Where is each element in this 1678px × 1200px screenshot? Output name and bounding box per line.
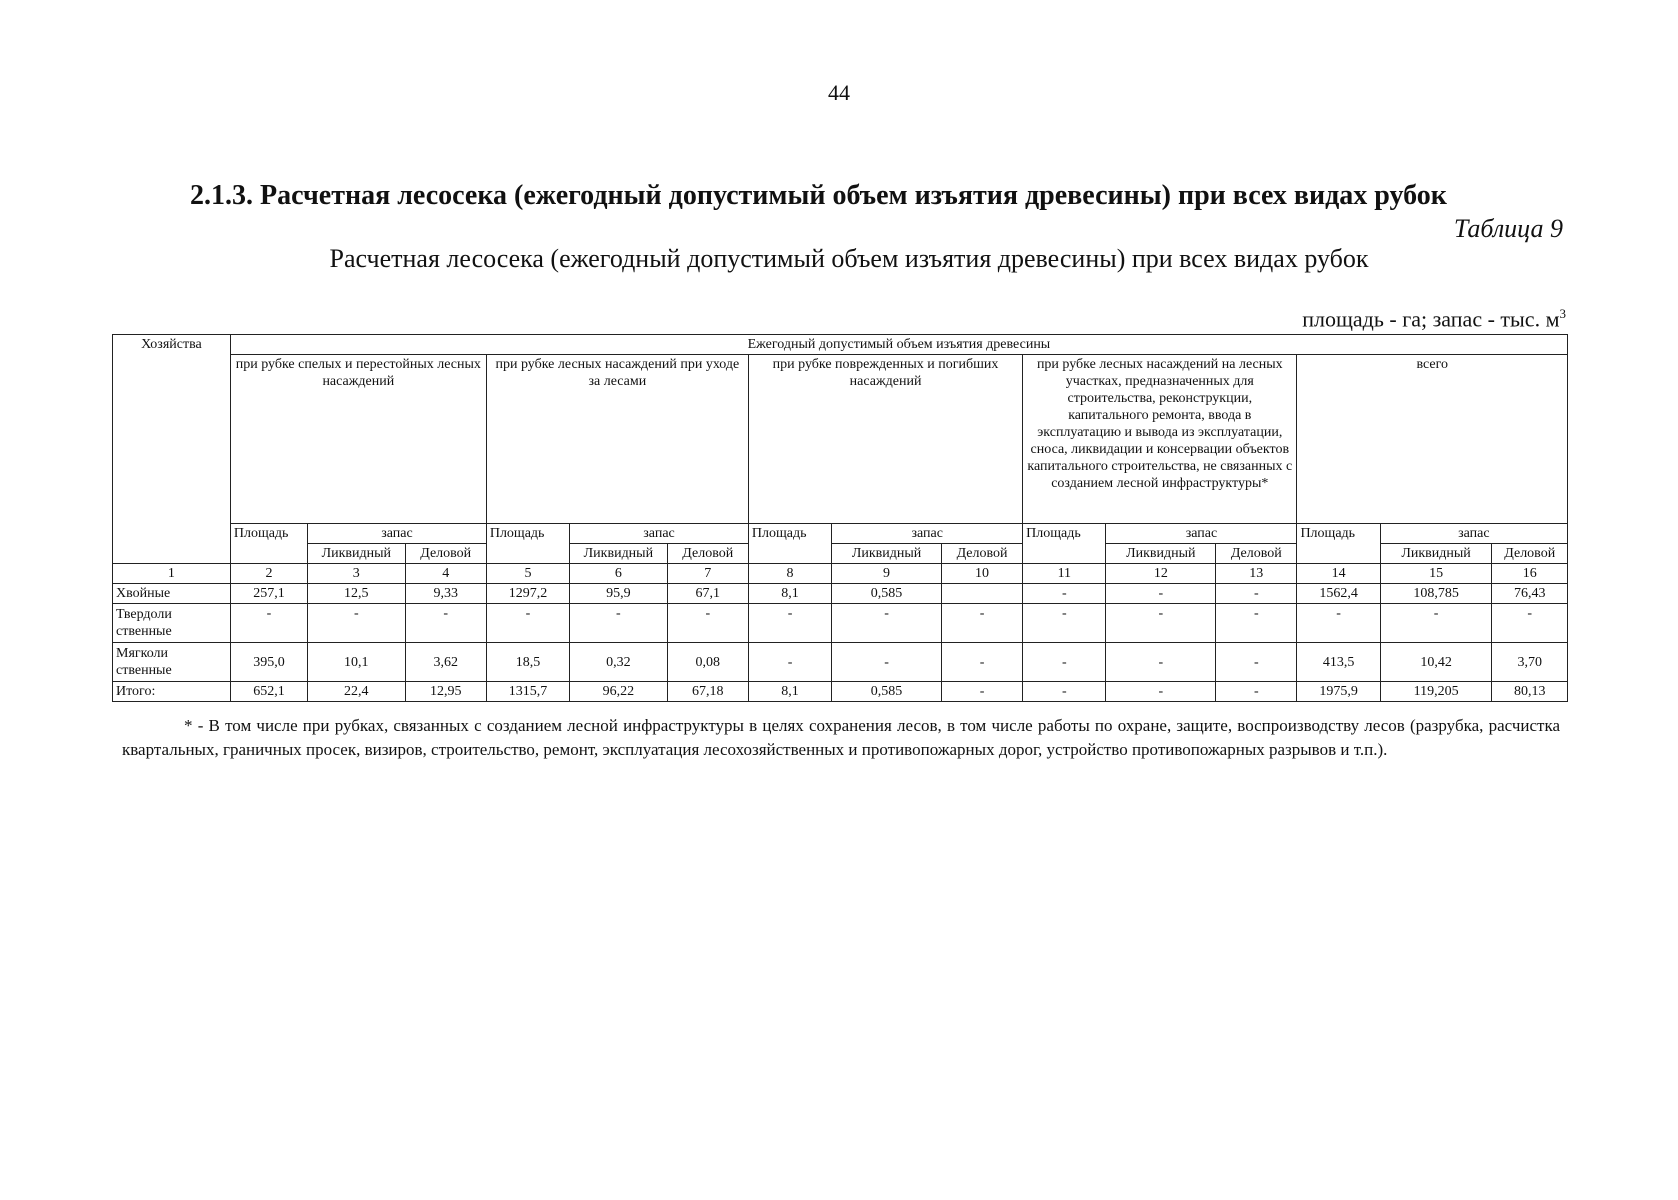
table-header-row bbox=[113, 335, 1568, 355]
table-cell: 95,9 bbox=[570, 584, 668, 604]
table-cell: - bbox=[1216, 682, 1297, 702]
table-row bbox=[113, 643, 1568, 682]
column-number: 2 bbox=[230, 564, 307, 584]
column-number: 4 bbox=[405, 564, 486, 584]
area-header: Площадь bbox=[748, 524, 831, 564]
table-cell: 395,0 bbox=[230, 643, 307, 682]
table-header-row bbox=[113, 355, 1568, 524]
column-number-row bbox=[113, 564, 1568, 584]
column-number: 6 bbox=[570, 564, 668, 584]
units-note bbox=[1302, 306, 1566, 332]
column-number: 9 bbox=[832, 564, 942, 584]
table-cell: 10,1 bbox=[308, 643, 406, 682]
table-cell: - bbox=[1106, 643, 1216, 682]
page-number: 44 bbox=[828, 80, 850, 105]
group-header-damaged: при рубке поврежденных и погибших насаждений bbox=[748, 355, 1022, 524]
table-cell: - bbox=[1023, 682, 1106, 702]
table-cell: - bbox=[1023, 584, 1106, 604]
liquid-header: Ликвидный bbox=[1106, 544, 1216, 564]
table-cell: 9,33 bbox=[405, 584, 486, 604]
table-cell: - bbox=[1023, 643, 1106, 682]
table-cell: - bbox=[1106, 682, 1216, 702]
table-cell: 652,1 bbox=[230, 682, 307, 702]
group-header-thinning: при рубке лесных насаждений при уходе за лесами bbox=[486, 355, 748, 524]
main-header: Ежегодный допустимый объем изъятия древесины bbox=[230, 335, 1567, 355]
table-row bbox=[113, 604, 1568, 643]
stock-header: запас bbox=[570, 524, 749, 544]
table-cell: - bbox=[832, 643, 942, 682]
row-name: Мягколи ственные bbox=[113, 643, 231, 682]
table-cell: - bbox=[570, 604, 668, 643]
column-number: 13 bbox=[1216, 564, 1297, 584]
business-header: Деловой bbox=[1492, 544, 1568, 564]
group-header-total: всего bbox=[1297, 355, 1568, 524]
table-cell: - bbox=[941, 682, 1022, 702]
column-number: 14 bbox=[1297, 564, 1380, 584]
table-cell bbox=[941, 584, 1022, 604]
column-number: 8 bbox=[748, 564, 831, 584]
area-header: Площадь bbox=[230, 524, 307, 564]
table-cell: 22,4 bbox=[308, 682, 406, 702]
table-header-row bbox=[113, 524, 1568, 544]
column-number: 10 bbox=[941, 564, 1022, 584]
table-cell: - bbox=[1106, 604, 1216, 643]
table-cell: 12,95 bbox=[405, 682, 486, 702]
column-number: 12 bbox=[1106, 564, 1216, 584]
table-row-total bbox=[113, 682, 1568, 702]
table-cell: 8,1 bbox=[748, 584, 831, 604]
table-cell: 12,5 bbox=[308, 584, 406, 604]
table-cell: - bbox=[832, 604, 942, 643]
table-cell: - bbox=[1023, 604, 1106, 643]
table-cell: 76,43 bbox=[1492, 584, 1568, 604]
table-cell: - bbox=[1297, 604, 1380, 643]
liquid-header: Ликвидный bbox=[570, 544, 668, 564]
table-cell: - bbox=[1106, 584, 1216, 604]
table-cell: - bbox=[748, 643, 831, 682]
units-text: площадь - га; запас - тыс. м bbox=[1302, 306, 1560, 332]
stock-header: запас bbox=[1380, 524, 1567, 544]
table-cell: - bbox=[667, 604, 748, 643]
stock-header: запас bbox=[1106, 524, 1297, 544]
column-number: 5 bbox=[486, 564, 569, 584]
stock-header: запас bbox=[832, 524, 1023, 544]
table-cell: 1975,9 bbox=[1297, 682, 1380, 702]
table-cell: - bbox=[941, 604, 1022, 643]
table-cell: 1297,2 bbox=[486, 584, 569, 604]
row-name: Итого: bbox=[113, 682, 231, 702]
table-caption: Расчетная лесосека (ежегодный допустимый объем изъятия древесины) при всех видах рубок bbox=[329, 244, 1369, 273]
table-cell: 18,5 bbox=[486, 643, 569, 682]
area-header: Площадь bbox=[486, 524, 569, 564]
farms-header: Хозяйства bbox=[113, 335, 231, 564]
row-name: Твердоли ственные bbox=[113, 604, 231, 643]
table-cell: 67,1 bbox=[667, 584, 748, 604]
table-cell: 108,785 bbox=[1380, 584, 1492, 604]
column-number: 7 bbox=[667, 564, 748, 584]
allowable-cut-table bbox=[112, 334, 1568, 702]
table-cell: 80,13 bbox=[1492, 682, 1568, 702]
liquid-header: Ликвидный bbox=[1380, 544, 1492, 564]
liquid-header: Ликвидный bbox=[832, 544, 942, 564]
table-cell: 96,22 bbox=[570, 682, 668, 702]
table-cell: 257,1 bbox=[230, 584, 307, 604]
business-header: Деловой bbox=[405, 544, 486, 564]
section-heading: 2.1.3. Расчетная лесосека (ежегодный допустимый объем изъятия древесины) при всех видах рубок bbox=[190, 180, 1447, 211]
table-cell: 0,08 bbox=[667, 643, 748, 682]
area-header: Площадь bbox=[1023, 524, 1106, 564]
table-cell: 1562,4 bbox=[1297, 584, 1380, 604]
business-header: Деловой bbox=[667, 544, 748, 564]
column-number: 16 bbox=[1492, 564, 1568, 584]
table-cell: 10,42 bbox=[1380, 643, 1492, 682]
table-row bbox=[113, 584, 1568, 604]
table-cell: - bbox=[1492, 604, 1568, 643]
group-header-construction: при рубке лесных насаждений на лесных участках, предназначенных для строительства, реконструкции, капитального ремонта, ввода в эксплуатацию и вывода из эксплуатации, сноса, ликвидации и консервации объектов капитального строительства, не связанных с созданием лесной инфраструктуры* bbox=[1023, 355, 1297, 524]
table-cell: - bbox=[1216, 584, 1297, 604]
table-cell: - bbox=[941, 643, 1022, 682]
table-cell: - bbox=[308, 604, 406, 643]
table-cell: 1315,7 bbox=[486, 682, 569, 702]
table-cell: 3,62 bbox=[405, 643, 486, 682]
column-number: 11 bbox=[1023, 564, 1106, 584]
table-label: Таблица 9 bbox=[1453, 214, 1563, 243]
table-cell: 8,1 bbox=[748, 682, 831, 702]
table-cell: - bbox=[748, 604, 831, 643]
table-cell: - bbox=[1216, 604, 1297, 643]
table-cell: 413,5 bbox=[1297, 643, 1380, 682]
footnote: * - В том числе при рубках, связанных с созданием лесной инфраструктуры в целях сохранения лесов, в том числе работы по охране, защите, воспроизводству лесов (разрубка, расчистка квартальных, граничных просек, визиров, строительство, ремонт, эксплуатация лесохозяйственных и противопожарных дорог, устройство противопожарных разрывов и т.п.). bbox=[122, 716, 1560, 759]
area-header: Площадь bbox=[1297, 524, 1380, 564]
row-name: Хвойные bbox=[113, 584, 231, 604]
table-cell: 67,18 bbox=[667, 682, 748, 702]
table-cell: - bbox=[1380, 604, 1492, 643]
stock-header: запас bbox=[308, 524, 487, 544]
column-number: 1 bbox=[113, 564, 231, 584]
table-cell: 3,70 bbox=[1492, 643, 1568, 682]
table-cell: - bbox=[486, 604, 569, 643]
business-header: Деловой bbox=[1216, 544, 1297, 564]
table-cell: 0,585 bbox=[832, 682, 942, 702]
table-cell: - bbox=[230, 604, 307, 643]
table-cell: 0,32 bbox=[570, 643, 668, 682]
column-number: 15 bbox=[1380, 564, 1492, 584]
group-header-mature: при рубке спелых и перестойных лесных насаждений bbox=[230, 355, 486, 524]
table-cell: 0,585 bbox=[832, 584, 942, 604]
table-cell: - bbox=[1216, 643, 1297, 682]
table-cell: 119,205 bbox=[1380, 682, 1492, 702]
column-number: 3 bbox=[308, 564, 406, 584]
business-header: Деловой bbox=[941, 544, 1022, 564]
units-superscript: 3 bbox=[1559, 306, 1566, 321]
table-cell: - bbox=[405, 604, 486, 643]
liquid-header: Ликвидный bbox=[308, 544, 406, 564]
